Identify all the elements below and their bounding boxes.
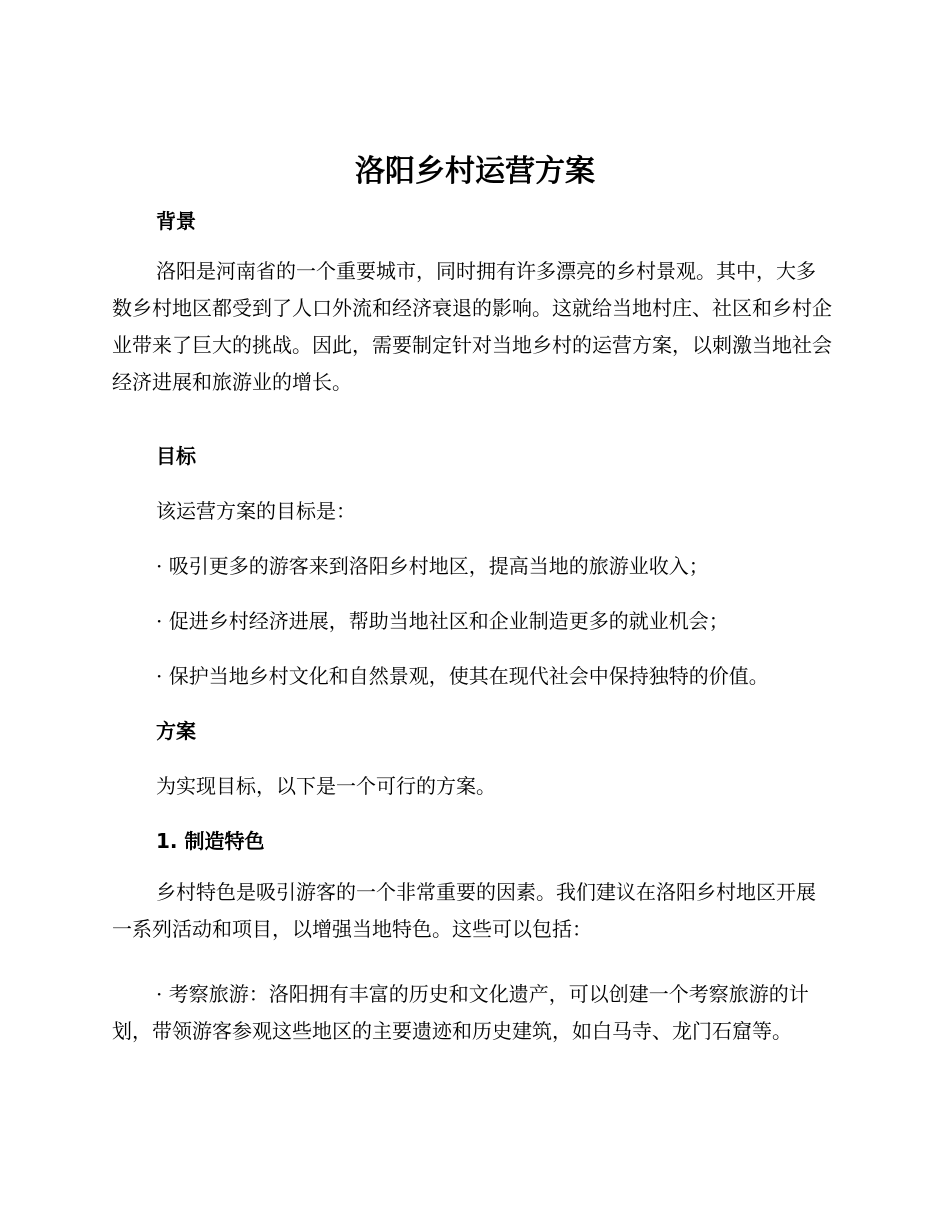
plan-intro: 为实现目标，以下是一个可行的方案。 <box>156 774 496 798</box>
goal-item-1: · 吸引更多的游客来到洛阳乡村地区，提高当地的旅游业收入； <box>156 554 709 578</box>
goals-intro: 该运营方案的目标是： <box>156 499 356 523</box>
goal-item-3: · 保护当地乡村文化和自然景观，使其在现代社会中保持独特的价值。 <box>156 664 769 688</box>
section-heading-plan: 方案 <box>156 719 196 743</box>
features-item-tour: · 考察旅游：洛阳拥有丰富的历史和文化遗产，可以创建一个考察旅游的计划，带领游客参观这些地区的主要遗迹和历史建筑，如白马寺、龙门石窟等。 <box>112 982 809 1043</box>
features-paragraph: 乡村特色是吸引游客的一个非常重要的因素。我们建议在洛阳乡村地区开展一系列活动和项目，以增强当地特色。这些可以包括： <box>112 880 816 941</box>
section-heading-background: 背景 <box>156 209 196 233</box>
background-paragraph: 洛阳是河南省的一个重要城市，同时拥有许多漂亮的乡村景观。其中，大多数乡村地区都受到了人口外流和经济衰退的影响。这就给当地村庄、社区和乡村企业带来了巨大的挑战。因此，需要制定针对当地乡村的运营方案，以刺激当地社会经济进展和旅游业的增长。 <box>112 259 832 394</box>
section-heading-goals: 目标 <box>156 444 196 468</box>
goal-item-2: · 促进乡村经济进展，帮助当地社区和企业制造更多的就业机会； <box>156 609 729 633</box>
document-title: 洛阳乡村运营方案 <box>355 154 595 189</box>
subsection-heading-features: 1. 制造特色 <box>156 829 265 853</box>
